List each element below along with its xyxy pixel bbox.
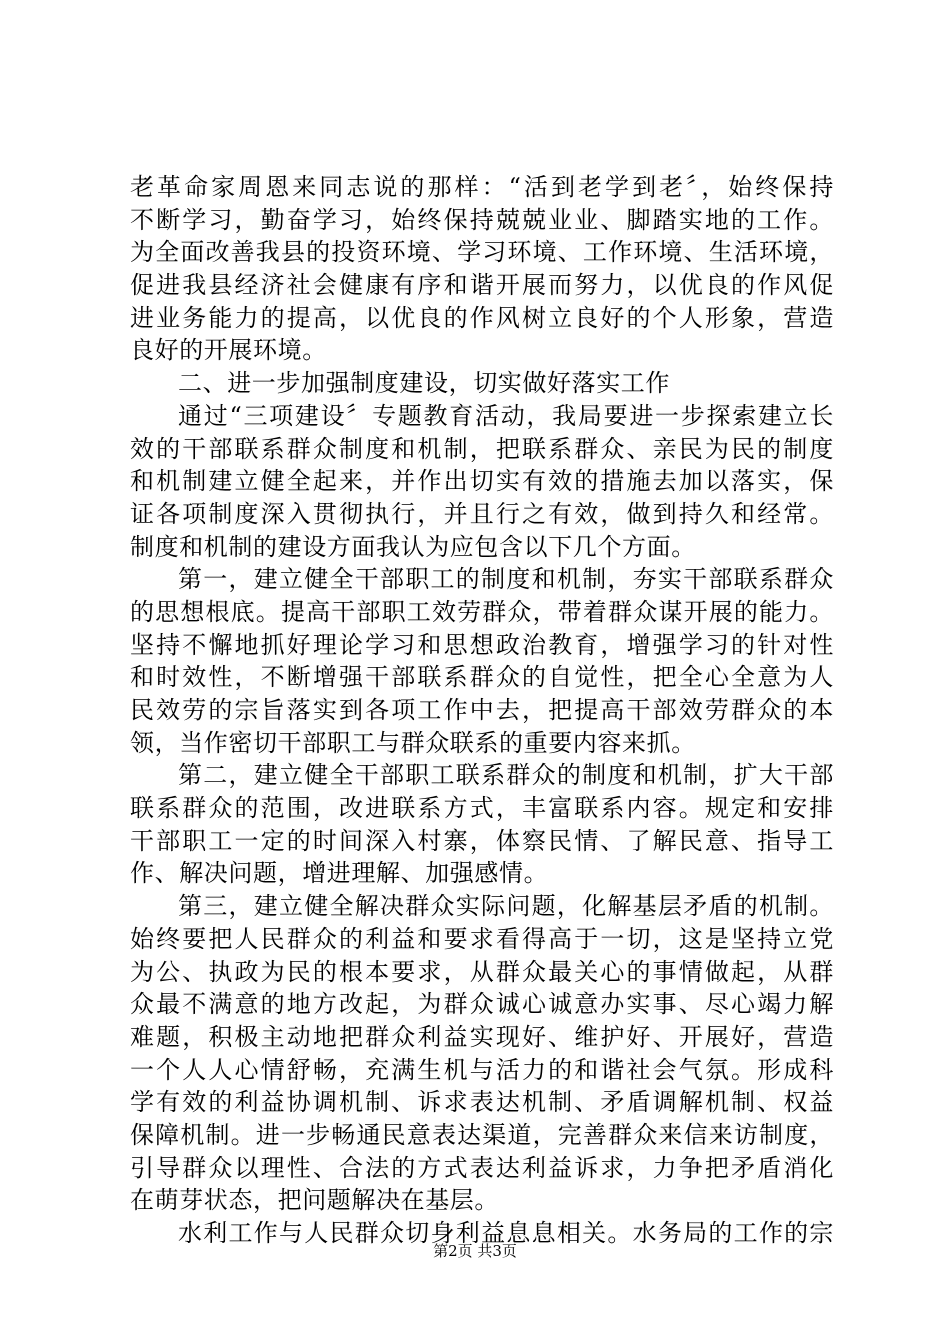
paragraph-line: 为公、执政为民的根本要求，从群众最关心的事情做起，从群 <box>130 957 834 986</box>
paragraph-line: 难题，积极主动地把群众利益实现好、维护好、开展好，营造 <box>130 1022 834 1051</box>
paragraph-line: 始终要把人民群众的利益和要求看得高于一切，这是坚持立党 <box>130 924 834 953</box>
paragraph-line: 一个人人心情舒畅，充满生机与活力的和谐社会气氛。形成科 <box>130 1055 834 1084</box>
paragraph-line: 领，当作密切干部职工与群众联系的重要内容来抓。 <box>130 728 696 757</box>
paragraph-line: 为全面改善我县的投资环境、学习环境、工作环境、生活环境， <box>130 238 834 267</box>
paragraph-line: 干部职工一定的时间深入村寨，体察民情、了解民意、指导工 <box>130 826 834 855</box>
paragraph-line: 效的干部联系群众制度和机制，把联系群众、亲民为民的制度 <box>130 434 834 463</box>
paragraph-line: 在萌芽状态，把问题解决在基层。 <box>130 1186 499 1215</box>
paragraph-line: 的思想根底。提高干部职工效劳群众，带着群众谋开展的能力。 <box>130 597 834 626</box>
paragraph-line: 水利工作与人民群众切身利益息息相关。水务局的工作的宗 <box>178 1219 834 1247</box>
paragraph-line: 和机制建立健全起来，并作出切实有效的措施去加以落实，保 <box>130 467 834 496</box>
paragraph-line: 制度和机制的建设方面我认为应包含以下几个方面。 <box>130 532 696 561</box>
paragraph-line: 学有效的利益协调机制、诉求表达机制、矛盾调解机制、权益 <box>130 1088 834 1117</box>
paragraph-line: 进业务能力的提高，以优良的作风树立良好的个人形象，营造 <box>130 303 834 332</box>
paragraph-line: 老革命家周恩来同志说的那样：“活到老学到老〞，始终保持 <box>130 173 834 201</box>
paragraph-line: 坚持不懈地抓好理论学习和思想政治教育，增强学习的针对性 <box>130 630 834 659</box>
section-heading: 二、进一步加强制度建设，切实做好落实工作 <box>178 369 670 398</box>
paragraph-line: 第一，建立健全干部职工的制度和机制，夯实干部联系群众 <box>178 565 834 594</box>
paragraph-line: 第三，建立健全解决群众实际问题，化解基层矛盾的机制。 <box>178 892 834 921</box>
page-number-footer: 第2页 共3页 <box>433 1242 517 1260</box>
paragraph-line: 第二，建立健全干部职工联系群众的制度和机制，扩大干部 <box>178 761 834 790</box>
paragraph-line: 证各项制度深入贯彻执行，并且行之有效，做到持久和经常。 <box>130 499 834 528</box>
paragraph-line: 良好的开展环境。 <box>130 336 327 365</box>
paragraph-line: 促进我县经济社会健康有序和谐开展而努力，以优良的作风促 <box>130 271 834 300</box>
paragraph-line: 保障机制。进一步畅通民意表达渠道，完善群众来信来访制度， <box>130 1120 834 1149</box>
paragraph-line: 通过“三项建设〞专题教育活动，我局要进一步探索建立长 <box>178 401 834 430</box>
paragraph-line: 众最不满意的地方改起，为群众诚心诚意办实事、尽心竭力解 <box>130 990 834 1019</box>
paragraph-line: 民效劳的宗旨落实到各项工作中去，把提高干部效劳群众的本 <box>130 696 834 724</box>
paragraph-line: 联系群众的范围，改进联系方式，丰富联系内容。规定和安排 <box>130 794 834 823</box>
document-body <box>130 171 834 1250</box>
paragraph-line: 不断学习，勤奋学习，始终保持兢兢业业、脚踏实地的工作。 <box>130 205 834 234</box>
paragraph-line: 作、解决问题，增进理解、加强感情。 <box>130 859 549 888</box>
paragraph-line: 引导群众以理性、合法的方式表达利益诉求，力争把矛盾消化 <box>130 1153 834 1182</box>
paragraph-line: 和时效性，不断增强干部联系群众的自觉性，把全心全意为人 <box>130 663 834 692</box>
